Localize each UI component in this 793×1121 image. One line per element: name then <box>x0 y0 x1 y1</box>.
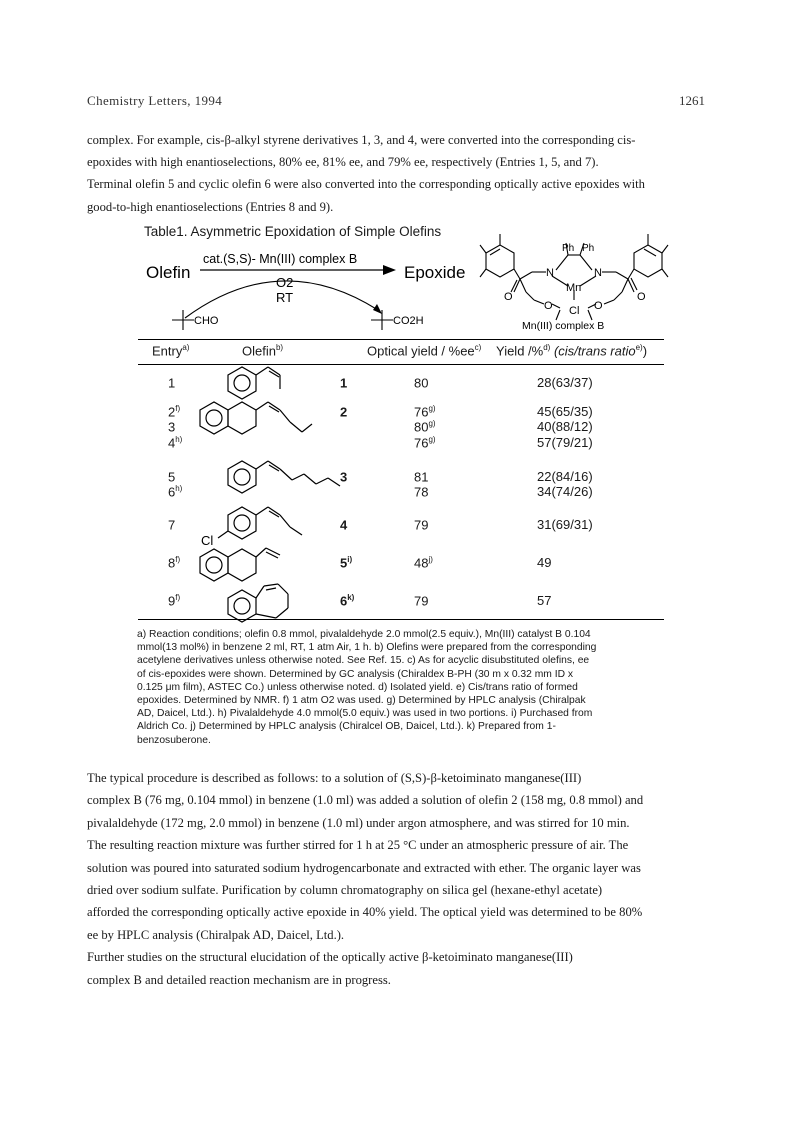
col-header-yield: Yield /%$^{d)}$ (cis/trans ratio$^{e)}$) <box>496 343 648 359</box>
entry-number: 7 <box>168 517 176 533</box>
olefin-label: Olefin <box>146 263 191 282</box>
yield-value: 57 <box>537 593 552 608</box>
complex-label: Mn(III) complex B <box>522 320 605 332</box>
acid-label: CO2H <box>393 315 424 327</box>
text-line: solution was poured into saturated sodium hydrogencarbonate and extracted with ether. The organic layer was <box>87 860 641 875</box>
ee-value: 76$^{g)}$ <box>414 404 436 420</box>
compound-number: 5$^{i)}$ <box>340 555 353 571</box>
yield-value: 28(63/37) <box>537 375 593 390</box>
col-header-entry: Entry$^{a)}$ <box>152 343 190 359</box>
yield-value: 34(74/26) <box>537 484 593 499</box>
footnote-line: benzosuberone. <box>137 734 211 746</box>
table-bottom-rule <box>138 619 664 620</box>
ee-value: 79 <box>414 593 429 609</box>
text-line: afforded the corresponding optically active epoxide in 40% yield. The optical yield was determined to be 80% <box>87 905 643 920</box>
phenyl-label: Ph <box>562 243 575 254</box>
compound-number: 4 <box>340 517 348 533</box>
chloride-label: Cl <box>569 305 580 317</box>
compound-number: 6$^{k)}$ <box>340 593 355 609</box>
footnote-line: acetylene derivatives unless otherwise noted. See Ref. 15. c) As for acyclic disubstituted olefins, ee <box>137 655 590 667</box>
text-line: The resulting reaction mixture was further stirred for 1 h at 25 °C under an atmospheric pressure of air. The <box>87 838 629 853</box>
pivalaldehyde-structure <box>172 310 194 330</box>
footnote-line: Aldrich Co. j) Determined by HPLC analysis (Chiralcel OB, Daicel, Ltd.). k) Prepared from 1- <box>137 721 556 733</box>
text-line: Further studies on the structural elucidation of the optically active β-ketoiminato manganese(III) <box>87 950 573 965</box>
olefin-2-structure <box>200 402 312 434</box>
yield-value: 22(84/16) <box>537 469 593 484</box>
curved-arrow-head-icon <box>373 304 382 314</box>
yield-value: 57(79/21) <box>537 435 593 450</box>
oxygen-label: O <box>544 300 553 312</box>
entry-number: 6$^{h)}$ <box>168 484 183 500</box>
manganese-label: Mn <box>566 282 582 294</box>
oxygen-label: O2 <box>276 275 294 290</box>
oxygen-label: O <box>594 300 603 312</box>
catalyst-label: cat.(S,S)- Mn(III) complex B <box>203 252 358 266</box>
entry-number: 9$^{f)}$ <box>168 593 181 609</box>
running-header-journal: Chemistry Letters, 1994 <box>87 93 223 108</box>
text-line: epoxides with high enantioselections, 80% ee, 81% ee, and 79% ee, respectively (Entries 1, 5, and 7). <box>87 155 599 170</box>
entry-number: 3 <box>168 419 176 435</box>
text-line: complex B (76 mg, 0.104 mmol) in benzene (1.0 ml) was added a solution of olefin 2 (158 mg, 0.8 mmol) and <box>87 793 644 808</box>
text-line: The typical procedure is described as follows: to a solution of (S,S)-β-ketoiminato manganese(III) <box>87 771 582 785</box>
footnote-line: of cis-epoxides were shown. Determined by GC analysis (Chiraldex B-PH (30 m x 0.32 mm ID x <box>137 668 574 680</box>
text-line: pivalaldehyde (172 mg, 2.0 mmol) in benzene (1.0 ml) under argon atmosphere, and was stirred for 10 min. <box>87 815 630 830</box>
compound-number: 3 <box>340 469 348 485</box>
olefin-4-structure <box>218 507 302 539</box>
entry-number: 1 <box>168 375 176 391</box>
footnote-line: epoxides. Determined by NMR. f) 1 atm O2 was used. g) Determined by HPLC analysis (Chiralpak <box>137 695 586 707</box>
olefin-6-structure <box>228 584 288 622</box>
procedure-paragraph <box>87 767 709 991</box>
ketone-oxygen-label: O <box>504 291 513 303</box>
phenyl-label: Ph <box>582 243 595 254</box>
text-line: good-to-high enantioselections (Entries 8 and 9). <box>87 199 334 214</box>
arrow-head-icon <box>383 265 396 275</box>
footnote-line: 0.125 μm film), ASTEC Co.) unless otherwise noted. d) Isolated yield. e) Cis/trans ratio of formed <box>137 681 578 693</box>
table-top-rule <box>138 339 664 340</box>
epoxide-label: Epoxide <box>404 263 466 282</box>
entry-number: 5 <box>168 469 176 485</box>
ee-value: 81 <box>414 469 429 485</box>
entry-number: 8$^{f)}$ <box>168 555 181 571</box>
footnote-line: AD, Daicel, Ltd.). h) Pivalaldehyde 4.0 mmol(5.0 equiv.) was used in two portions. i) Purchased from <box>137 708 593 720</box>
ee-value: 78 <box>414 484 429 500</box>
olefin-5-structure <box>200 548 280 581</box>
page-number: 1261 <box>679 93 705 108</box>
yield-value: 49 <box>537 555 552 570</box>
col-header-olefin: Olefin$^{b)}$ <box>242 343 284 359</box>
pivalic-acid-structure <box>371 310 393 330</box>
ee-value: 80 <box>414 375 429 391</box>
rt-label: RT <box>276 290 294 305</box>
table-header-rule <box>138 364 664 365</box>
ee-value: 80$^{g)}$ <box>414 419 436 435</box>
text-line: complex. For example, cis-β-alkyl styrene derivatives 1, 3, and 4, were converted into the corresponding cis- <box>87 133 636 147</box>
ee-value: 48$^{j)}$ <box>414 555 433 571</box>
entry-number: 4$^{h)}$ <box>168 435 183 451</box>
footnote-line: mmol(13 mol%) in benzene 2 ml, RT, 1 atm Air, 1 h. b) Olefins were prepared from the corresponding <box>137 642 597 654</box>
table-caption: Table1. Asymmetric Epoxidation of Simple Olefins <box>144 224 442 239</box>
yield-value: 45(65/35) <box>537 404 593 419</box>
text-line: Terminal olefin 5 and cyclic olefin 6 were also converted into the corresponding optically active epoxides with <box>87 177 645 192</box>
text-line: complex B and detailed reaction mechanism are in progress. <box>87 972 391 987</box>
aldehyde-label: CHO <box>194 315 219 327</box>
yield-value: 40(88/12) <box>537 419 593 434</box>
olefin-1-structure <box>228 367 280 399</box>
nitrogen-label: N <box>594 267 602 279</box>
ee-value: 76$^{g)}$ <box>414 435 436 451</box>
compound-number: 1 <box>340 375 348 391</box>
footnote-line: a) Reaction conditions; olefin 0.8 mmol, pivalaldehyde 2.0 mmol(2.5 equiv.), Mn(III) catalyst B 0.104 <box>137 629 591 640</box>
chloro-label: Cl <box>201 533 214 548</box>
reaction-scheme <box>0 0 793 340</box>
table-footnotes <box>137 628 669 747</box>
compound-number: 2 <box>340 404 348 420</box>
text-line: dried over sodium sulfate. Purification by column chromatography on silica gel (hexane-ethyl acetate) <box>87 883 603 898</box>
ee-value: 79 <box>414 517 429 533</box>
text-line: ee by HPLC analysis (Chiralpak AD, Daicel, Ltd.). <box>87 927 345 942</box>
nitrogen-label: N <box>546 267 554 279</box>
ketone-oxygen-label: O <box>637 291 646 303</box>
yield-value: 31(69/31) <box>537 517 593 532</box>
col-header-optical-yield: Optical yield / $\%ee^{c)}$ <box>367 343 482 359</box>
olefin-3-structure <box>228 461 340 493</box>
entry-number: 2$^{f)}$ <box>168 404 181 420</box>
